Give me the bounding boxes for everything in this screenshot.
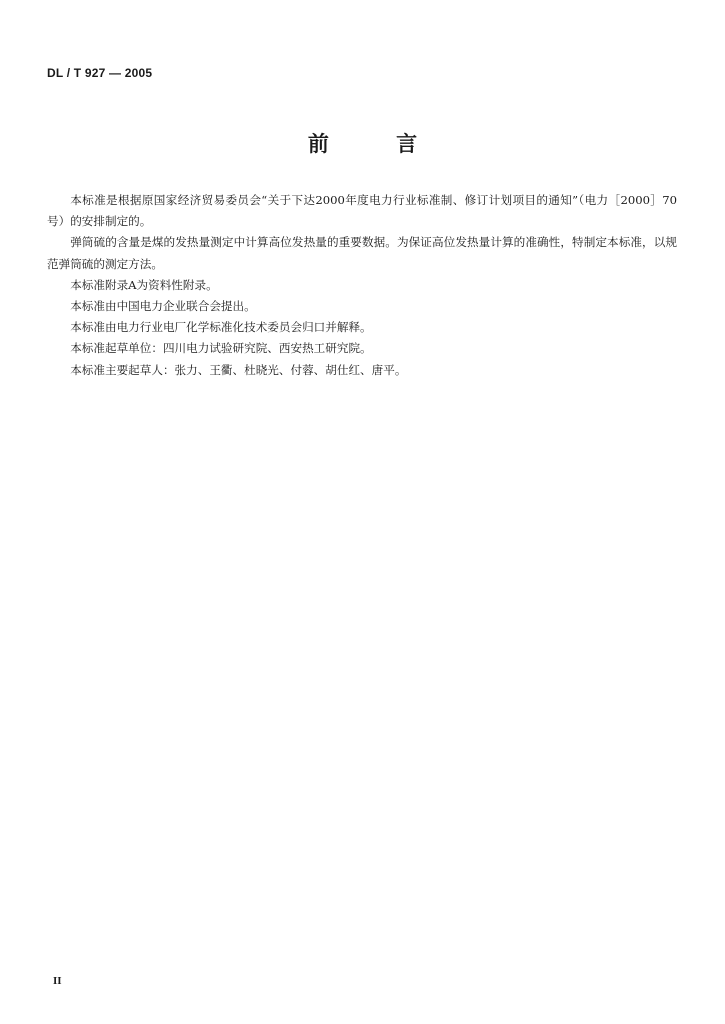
page-number: II [53,975,62,987]
standard-code: DL / T 927 — 2005 [47,66,153,80]
paragraph: 本标准由中国电力企业联合会提出。 [70,299,256,314]
paragraph: 弹筒硫的含量是煤的发热量测定中计算高位发热量的重要数据。为保证高位发热量计算的准确性，特制定本标准，以规范弹筒硫的测定方法。 [47,235,677,271]
paragraph: 本标准是根据原国家经济贸易委员会“关于下达2000年度电力行业标准制、修订计划项目的通知”（电力［2000］70号）的安排制定的。 [47,193,677,229]
paragraph: 本标准由电力行业电厂化学标准化技术委员会归口并解释。 [70,320,372,335]
page-title: 前 言 [307,132,448,156]
paragraph: 本标准起草单位：四川电力试验研究院、西安热工研究院。 [70,341,372,356]
foreword-body [47,190,677,381]
paragraph: 本标准附录A为资料性附录。 [70,277,218,292]
paragraph: 本标准主要起草人：张力、王衢、杜晓光、付蓉、胡仕红、唐平。 [70,362,407,377]
